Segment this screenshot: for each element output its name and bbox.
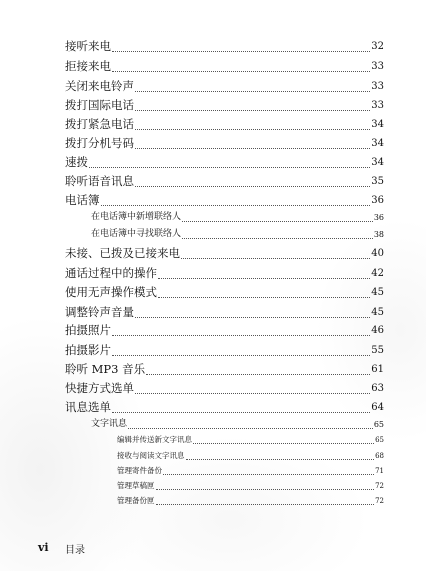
toc-entry-page-number: 72 [375,482,384,490]
toc-entry[interactable] [65,58,384,75]
toc-entry-title: 讯息选单 [65,400,111,414]
toc-entry-page-number: 45 [371,287,384,298]
toc-entry[interactable] [65,322,384,339]
toc-leader-dots [156,489,375,490]
toc-leader-dots [135,317,370,318]
toc-leader-dots [135,393,370,394]
toc-leader-dots [158,297,370,298]
toc-entry[interactable] [65,192,384,209]
toc-entry-page-number: 33 [371,100,384,111]
toc-entry-page-number: 36 [373,213,384,222]
toc-entry-title: 拒接来电 [65,59,111,73]
toc-leader-dots [146,374,370,375]
toc-entry[interactable] [91,418,384,431]
toc-entry-title: 通话过程中的操作 [65,266,157,280]
toc-leader-dots [181,258,370,259]
toc-leader-dots [135,91,370,92]
toc-entry[interactable] [65,342,384,359]
toc-entry-page-number: 40 [371,248,384,259]
toc-entry-page-number: 61 [371,364,384,375]
toc-entry-page-number: 65 [373,420,384,429]
toc-leader-dots [135,186,370,187]
toc-entry-title: 关闭来电铃声 [65,79,134,93]
toc-entry-page-number: 35 [371,176,384,187]
toc-leader-dots [112,71,370,72]
toc-entry-title: 管理备份匣 [117,496,155,505]
toc-entry[interactable] [117,465,384,477]
toc-entry-title: 调整铃声音量 [65,305,134,319]
toc-entry[interactable] [65,97,384,114]
toc-entry-page-number: 34 [371,138,384,149]
toc-entry-title: 文字讯息 [91,419,128,429]
toc-leader-dots [135,148,370,149]
toc-entry-title: 拍摄影片 [65,343,111,357]
toc-entry-page-number: 42 [371,268,384,279]
toc-leader-dots [112,355,370,356]
toc-entry-page-number: 38 [373,230,384,239]
toc-entry-page-number: 55 [371,345,384,356]
toc-entry[interactable] [117,434,384,446]
toc-entry-page-number: 72 [375,497,384,505]
toc-entry[interactable] [117,480,384,492]
toc-entry-title: 拨打分机号码 [65,136,134,150]
toc-entry-title: 在电话簿中寻找联络人 [91,229,182,239]
toc-leader-dots [163,474,374,475]
toc-entry[interactable] [65,78,384,95]
toc-entry-title: 拨打国际电话 [65,98,134,112]
toc-entry-page-number: 33 [371,61,384,72]
toc-leader-dots [156,504,375,505]
toc-entry[interactable] [65,284,384,301]
toc-entry[interactable] [65,304,384,321]
toc-entry[interactable] [117,495,384,507]
toc-entry[interactable] [65,361,384,378]
toc-leader-dots [112,412,370,413]
toc-entry[interactable] [65,265,384,282]
toc-entry[interactable] [65,135,384,152]
toc-entry[interactable] [65,173,384,190]
toc-entry[interactable] [91,228,384,241]
toc-entry-page-number: 34 [371,119,384,130]
toc-entry[interactable] [117,450,384,462]
toc-entry-title: 未接、已拨及已接来电 [65,246,180,260]
toc-entry-page-number: 34 [371,157,384,168]
toc-entry-title: 管理寄件备份 [117,466,162,475]
toc-entry-title: 使用无声操作模式 [65,285,157,299]
toc-leader-dots [182,221,373,222]
toc-entry-page-number: 32 [371,41,384,52]
toc-leader-dots [158,278,370,279]
toc-leader-dots [112,51,370,52]
toc-leader-dots [193,443,374,444]
toc-entry-title: 拨打紧急电话 [65,117,134,131]
toc-entry-title: 聆听 MP3 音乐 [65,362,146,376]
toc-leader-dots [135,129,370,130]
toc-entry[interactable] [65,380,384,397]
toc-leader-dots [128,428,373,429]
toc-leader-dots [112,335,370,336]
toc-entry-title: 在电话簿中新增联络人 [91,212,182,222]
toc-entry-title: 接听来电 [65,39,111,53]
toc-leader-dots [89,167,370,168]
toc-entry[interactable] [65,154,384,171]
toc-entry-title: 编辑并传送新文字讯息 [117,435,192,444]
toc-leader-dots [182,238,373,239]
toc-leader-dots [186,459,375,460]
toc-entry-page-number: 33 [371,81,384,92]
toc-entry-title: 聆听语音讯息 [65,174,134,188]
toc-entry-page-number: 45 [371,307,384,318]
toc-leader-dots [135,110,370,111]
toc-entry-page-number: 68 [375,452,384,460]
toc-entry-page-number: 65 [375,436,384,444]
toc-entry-page-number: 63 [371,383,384,394]
toc-entry[interactable] [65,38,384,55]
toc-entry-title: 电话簿 [65,193,100,207]
toc-entry[interactable] [91,211,384,224]
toc-entry-title: 接收与阅读文字讯息 [117,451,185,460]
toc-entry-title: 速拨 [65,155,88,169]
toc-entry-title: 快捷方式选单 [65,381,134,395]
toc-entry-title: 管理草稿匣 [117,481,155,490]
footer-page-number: vi [38,541,49,554]
toc-entry-page-number: 64 [371,402,384,413]
footer-section-label: 目录 [65,545,85,556]
toc-entry-title: 拍摄照片 [65,323,111,337]
toc-leader-dots [101,205,371,206]
toc-entry-page-number: 36 [371,195,384,206]
toc-entry-page-number: 46 [371,325,384,336]
toc-entry[interactable] [65,116,384,133]
toc-entry[interactable] [65,245,384,262]
toc-entry[interactable] [65,399,384,416]
toc-entry-page-number: 71 [375,467,384,475]
